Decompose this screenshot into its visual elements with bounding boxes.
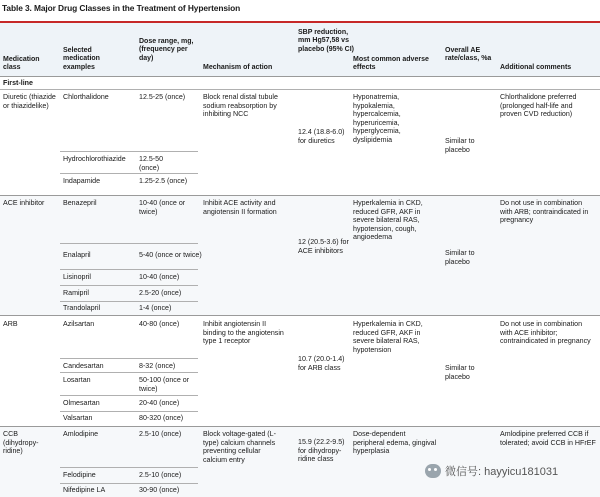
class-ccb: CCB (dihydropy-ridine)	[3, 430, 39, 456]
row-divider	[60, 173, 198, 174]
row-divider	[60, 372, 198, 373]
header-examples: Selected medication examples	[63, 47, 100, 71]
comments-acei: Do not use in combination with ARB; contraindicated in pregnancy	[500, 199, 589, 225]
row-divider	[60, 301, 198, 302]
mechanism-diuretic: Block renal distal tubule sodium reabsorption by inhibiting NCC	[203, 93, 278, 119]
dose-chlorthalidone: 12.5-25 (once)	[139, 93, 186, 101]
mechanism-arb: Inhibit angiotensin II binding to the angiotensin type 1 receptor	[203, 320, 284, 346]
drug-azilsartan: Azilsartan	[63, 320, 95, 328]
header-sbp: SBP reduction, mm Hg57,58 vs placebo (95% CI)	[298, 29, 355, 53]
section-first-line: First-line	[3, 79, 33, 87]
drug-nifedipine-la: Nifedipine LA	[63, 486, 106, 494]
dose-enalapril: 5-40 (once or twice)	[139, 251, 202, 259]
row-divider	[60, 151, 136, 152]
drug-olmesartan: Olmesartan	[63, 399, 100, 407]
dose-lisinopril: 10-40 (once)	[139, 273, 180, 281]
group-rule	[0, 315, 600, 316]
header-adverse: Most common adverse effects	[353, 56, 429, 72]
table-title: Table 3. Major Drug Classes in the Treatment of Hypertension	[2, 3, 241, 13]
drug-amlodipine: Amlodipine	[63, 430, 99, 438]
dose-valsartan: 80-320 (once)	[139, 414, 184, 422]
ae-rate-acei: Similar to placebo	[445, 249, 475, 266]
adverse-diuretic: Hyponatremia, hypokalemia, hypercalcemia, hyperuricemia, hyperglycemia, dyslipidemia	[353, 93, 401, 144]
comments-arb: Do not use in combination with ACE inhibitor; contraindicated in pregnancy	[500, 320, 591, 346]
dose-losartan: 50-100 (once or twice)	[139, 376, 190, 393]
comments-ccb: Amlodipine preferred CCB if tolerated; avoid CCB in HFrEF	[500, 430, 596, 447]
row-divider	[60, 483, 198, 484]
row-divider	[60, 285, 198, 286]
dose-hydrochlorothiazide: 12.5-50 (once)	[139, 155, 164, 172]
drug-losartan: Losartan	[63, 376, 91, 384]
mechanism-ccb: Block voltage-gated (L-type) calcium channels preventing cellular calcium entry	[203, 430, 276, 464]
sbp-diuretic: 12.4 (18.8-6.0) for diuretics	[298, 128, 345, 145]
row-divider	[60, 358, 198, 359]
dose-felodipine: 2.5-10 (once)	[139, 471, 182, 479]
ae-rate-arb: Similar to placebo	[445, 364, 475, 381]
header-comments: Additional comments	[500, 64, 572, 71]
drug-chlorthalidone: Chlorthalidone	[63, 93, 109, 101]
watermark-text: 微信号: hayyicu181031	[445, 466, 559, 478]
drug-indapamide: Indapamide	[63, 177, 101, 185]
drug-enalapril: Enalapril	[63, 251, 91, 259]
adverse-ccb: Dose-dependent peripheral edema, gingival hyperplasia	[353, 430, 437, 456]
adverse-arb: Hyperkalemia in CKD, reduced GFR, AKF in severe bilateral RAS, hypotension	[353, 320, 423, 354]
drug-hydrochlorothiazide: Hydrochlorothiazide	[63, 155, 126, 163]
drug-trandolapril: Trandolapril	[63, 304, 101, 312]
drug-lisinopril: Lisinopril	[63, 273, 91, 281]
dose-trandolapril: 1-4 (once)	[139, 304, 172, 312]
dose-nifedipine-la: 30-90 (once)	[139, 486, 180, 494]
dose-candesartan: 8-32 (once)	[139, 362, 176, 370]
mechanism-acei: Inhibit ACE activity and angiotensin II formation	[203, 199, 277, 216]
comments-diuretic: Chlorthalidone preferred (prolonged half-life and proven CVD reduction)	[500, 93, 577, 119]
row-divider	[60, 395, 198, 396]
class-acei: ACE inhibitor	[3, 199, 45, 207]
row-divider	[60, 411, 198, 412]
section-rule	[0, 89, 600, 90]
header-class: Medication class	[3, 56, 40, 72]
dose-benazepril: 10-40 (once or twice)	[139, 199, 186, 216]
class-diuretic: Diuretic (thiazide or thiazidelike)	[3, 93, 56, 110]
dose-olmesartan: 20-40 (once)	[139, 399, 180, 407]
drug-candesartan: Candesartan	[63, 362, 104, 370]
header-mechanism: Mechanism of action	[203, 64, 273, 71]
watermark	[425, 463, 558, 479]
drug-benazepril: Benazepril	[63, 199, 97, 207]
row-divider	[60, 467, 198, 468]
drug-valsartan: Valsartan	[63, 414, 93, 422]
dose-amlodipine: 2.5-10 (once)	[139, 430, 182, 438]
adverse-acei: Hyperkalemia in CKD, reduced GFR, AKF in severe bilateral RAS, hypotension, cough, angioedema	[353, 199, 423, 242]
row-divider	[60, 243, 198, 244]
dose-indapamide: 1.25-2.5 (once)	[139, 177, 188, 185]
row-divider	[60, 269, 198, 270]
header-rule	[0, 76, 600, 77]
header-ae-rate: Overall AE rate/class, %a	[445, 47, 492, 63]
sbp-ccb: 15.9 (22.2-9.5) for dihydropy-ridine class	[298, 438, 345, 464]
dose-azilsartan: 40-80 (once)	[139, 320, 180, 328]
sbp-arb: 10.7 (20.0-1.4) for ARB class	[298, 355, 345, 372]
drug-ramipril: Ramipril	[63, 289, 90, 297]
header-dose: Dose range, mg, (frequency per day)	[139, 38, 194, 62]
wechat-icon	[425, 464, 441, 478]
ae-rate-diuretic: Similar to placebo	[445, 137, 475, 154]
row-divider	[136, 151, 198, 152]
class-arb: ARB	[3, 320, 18, 328]
drug-felodipine: Felodipine	[63, 471, 96, 479]
sbp-acei: 12 (20.5-3.6) for ACE inhibitors	[298, 238, 349, 255]
dose-ramipril: 2.5-20 (once)	[139, 289, 182, 297]
